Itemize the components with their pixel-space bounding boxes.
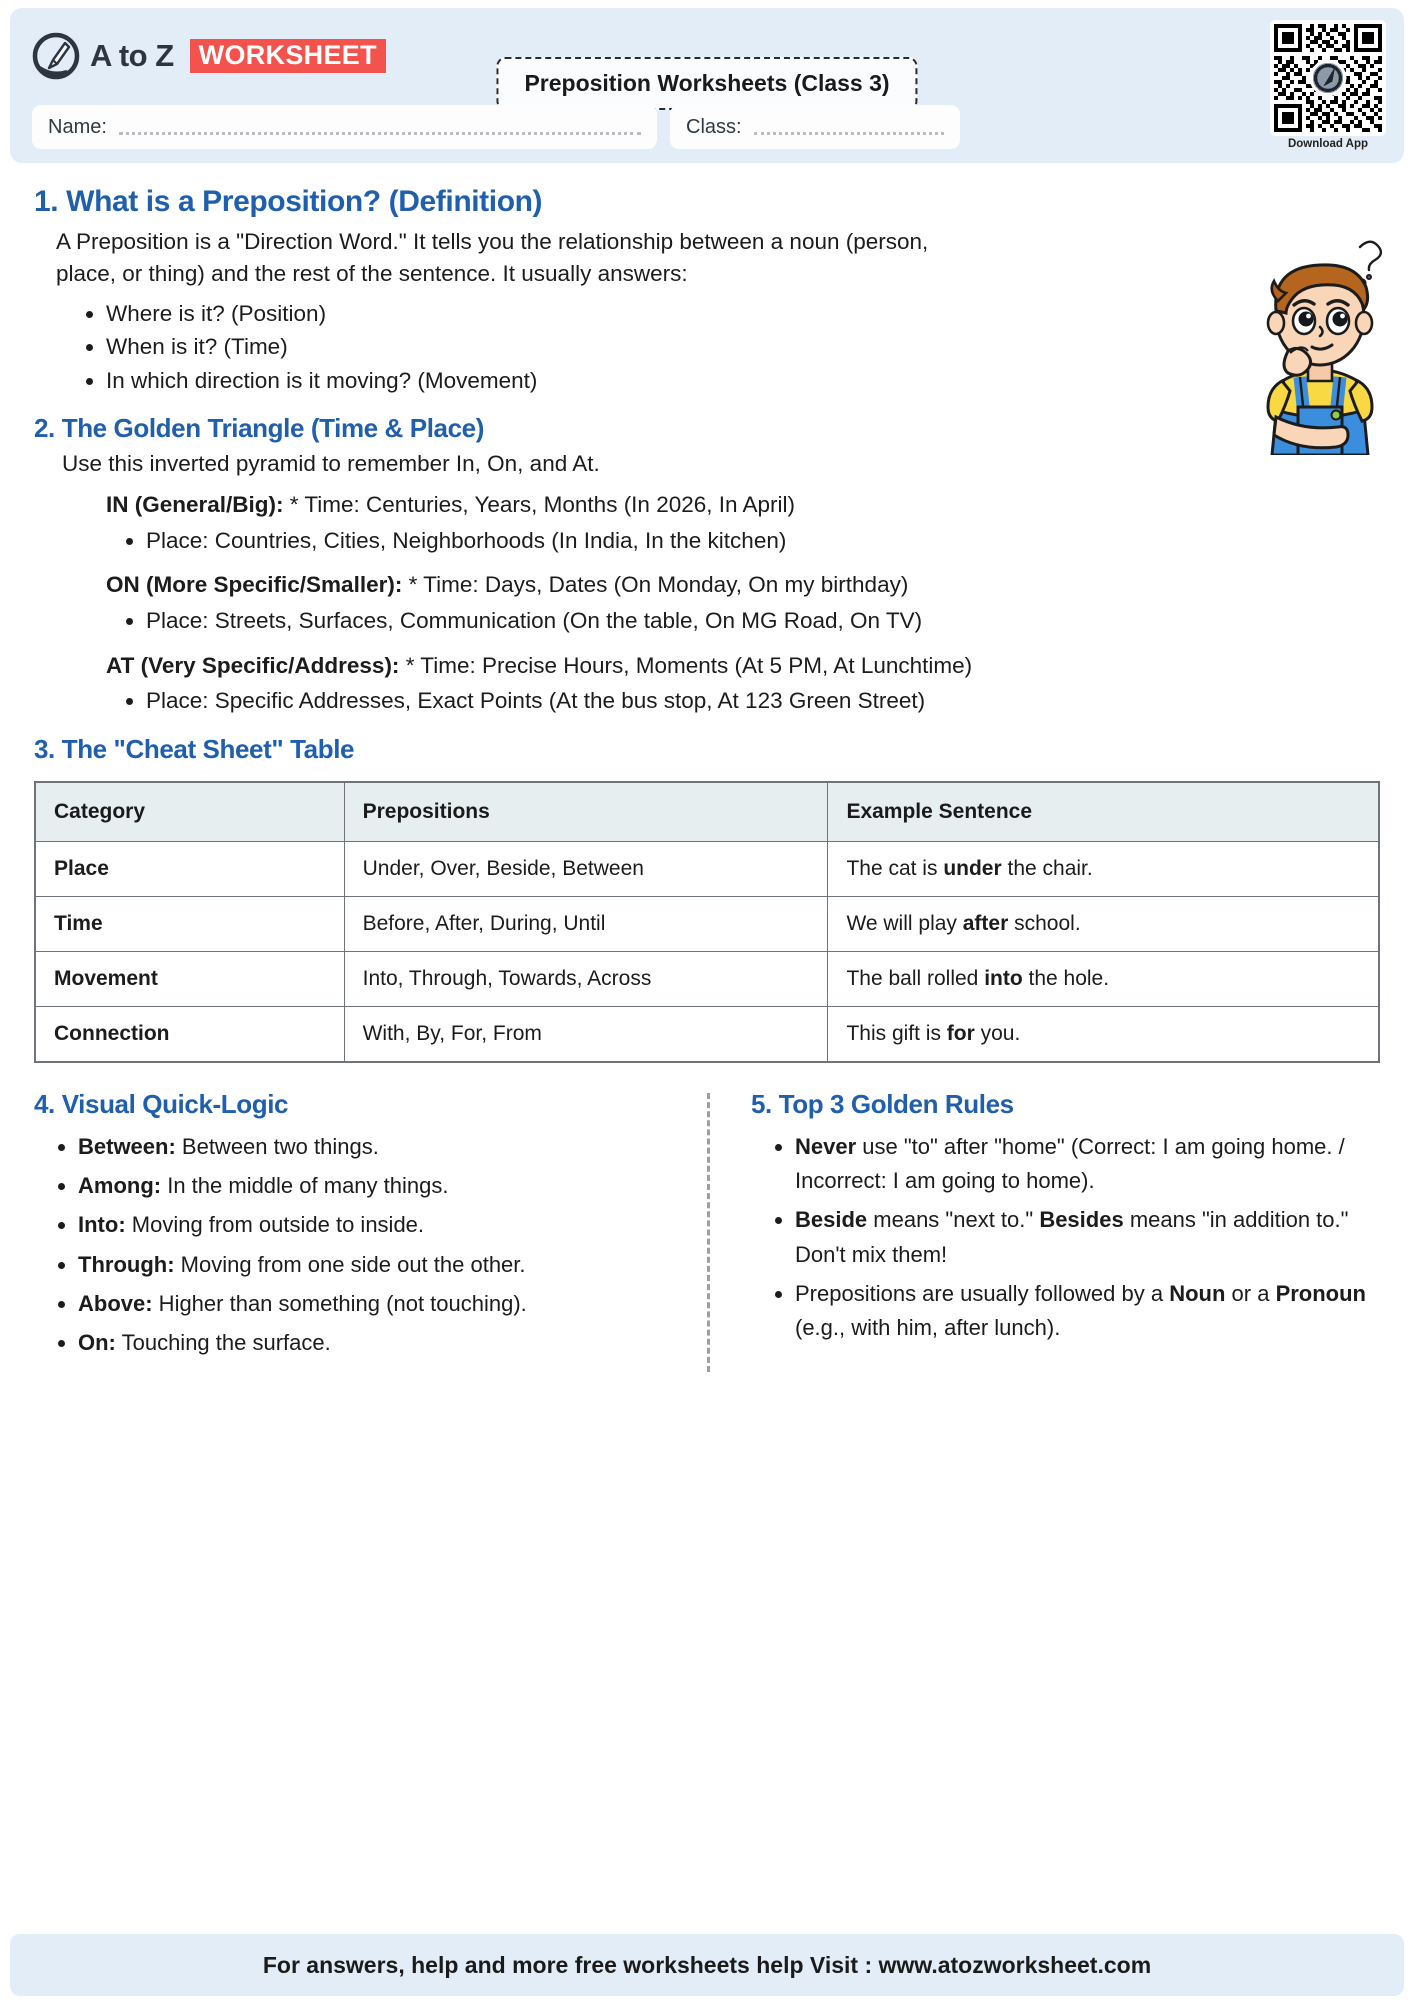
rule-bold-2: Pronoun [1275,1281,1366,1307]
list-item [78,1248,681,1282]
section-5-column [707,1089,1380,1366]
triangle-in-label: IN (General/Big): [106,492,284,518]
worksheet-content [0,163,1414,1366]
cell-example [828,951,1379,1006]
section-1-paragraph: A Preposition is a "Direction Word." It tells you the relationship between a noun (person, place, or thing) and the rest of the sentence. It usually answers: [56,229,929,286]
section-1-bullet-list [106,298,1380,397]
student-fields-row [32,105,1252,149]
example-bold: under [943,856,1002,880]
term: Through: [78,1251,175,1277]
cell-example [828,896,1379,951]
list-item [795,1203,1380,1272]
worksheet-header [10,8,1404,163]
rule-bold-2: Besides [1039,1207,1124,1233]
term-desc: In the middle of many things. [161,1173,449,1199]
term: On: [78,1330,116,1356]
list-item: • In which direction is it moving? (Movement) [106,365,1380,397]
logo-badge-worksheet: WORKSHEET [190,39,386,73]
name-field-line[interactable] [119,132,641,135]
list-item [795,1277,1380,1346]
rule-text-1: Prepositions are usually followed by a [795,1281,1170,1307]
example-bold: for [946,1021,975,1045]
triangle-in-line [106,489,1380,522]
rule-bold-1: Beside [795,1207,868,1233]
rule-bold-1: Never [795,1133,857,1159]
thinking-boy-illustration [1232,225,1408,455]
cell-example [828,841,1379,896]
qr-download-block[interactable] [1270,20,1386,150]
rule-text-2: means "in addition to." Don't mix them! [795,1207,1349,1267]
class-field-line[interactable] [754,132,944,135]
class-field-label: Class: [686,115,742,138]
table-header-row [35,782,1379,842]
cell-prepositions: Under, Over, Beside, Between [344,841,828,896]
brand-logo [32,32,386,80]
class-field[interactable] [670,105,960,149]
logo-text-atoz: A to Z [90,38,174,73]
rule-text-2: or a [1225,1281,1276,1307]
term-desc: Higher than something (not touching). [152,1291,527,1317]
pen-circle-logo-icon [32,32,80,80]
cell-category: Time [35,896,344,951]
footer-text: For answers, help and more free worksheets help Visit : www.atozworksheet.com [262,1951,1152,1978]
example-pre: The cat is [846,856,944,880]
column-header-prepositions: Prepositions [344,782,828,842]
list-item [78,1130,681,1164]
table-row [35,841,1379,896]
name-field-label: Name: [48,115,107,138]
list-item: • Place: Streets, Surfaces, Communication (On the table, On MG Road, On TV) [146,605,1380,638]
triangle-in-text: * Time: Centuries, Years, Months (In 2026, In April) [283,492,796,518]
cell-category: Place [35,841,344,896]
example-bold: into [984,966,1023,990]
example-pre: We will play [846,911,963,935]
name-field[interactable] [32,105,657,149]
cell-example [828,1006,1379,1062]
qr-code-icon[interactable] [1270,20,1386,136]
triangle-at-sub-list [146,685,1380,718]
section-1-heading: 1. What is a Preposition? (Definition) [34,185,543,218]
example-post: you. [974,1021,1021,1045]
term-desc: Between two things. [175,1133,379,1159]
column-header-category: Category [35,782,344,842]
golden-triangle-group-at [34,650,1380,718]
cell-prepositions: With, By, For, From [344,1006,828,1062]
table-row [35,896,1379,951]
list-item: • Place: Specific Addresses, Exact Points (At the bus stop, At 123 Green Street) [146,685,1380,718]
example-bold: after [962,911,1009,935]
list-item: • When is it? (Time) [106,331,1380,363]
worksheet-page [0,8,1414,2000]
list-item [78,1326,681,1360]
column-divider [707,1093,710,1372]
rule-text-3: (e.g., with him, after lunch). [795,1315,1061,1341]
bottom-two-column-area [34,1089,1380,1366]
triangle-at-text: * Time: Precise Hours, Moments (At 5 PM, At Lunchtime) [399,652,973,678]
section-5-heading: 5. Top 3 Golden Rules [751,1088,1014,1119]
list-item [795,1130,1380,1199]
list-item: • Place: Countries, Cities, Neighborhoods (In India, In the kitchen) [146,525,1380,558]
triangle-at-label: AT (Very Specific/Address): [106,652,400,678]
rule-text-1: means "next to." [867,1207,1040,1233]
term: Above: [78,1291,153,1317]
column-header-example: Example Sentence [828,782,1379,842]
cell-prepositions: Into, Through, Towards, Across [344,951,828,1006]
list-item: • Where is it? (Position) [106,298,1380,330]
cheat-sheet-table [34,781,1380,1063]
worksheet-footer [10,1934,1404,1996]
term-desc: Touching the surface. [115,1330,331,1356]
triangle-on-line [106,569,1380,602]
section-4-column [34,1089,707,1366]
golden-triangle-group-on [34,569,1380,637]
example-post: school. [1008,911,1081,935]
worksheet-title: Preposition Worksheets (Class 3) [496,57,917,110]
example-post: the hole. [1022,966,1110,990]
cell-category: Movement [35,951,344,1006]
rule-text-1: use "to" after "home" (Correct: I am going home. / Incorrect: I am going to home). [795,1133,1345,1194]
section-3-heading: 3. The "Cheat Sheet" Table [34,733,355,764]
example-post: the chair. [1001,856,1093,880]
triangle-on-label: ON (More Specific/Smaller): [106,572,403,598]
golden-triangle-group-in [34,489,1380,557]
example-pre: The ball rolled [846,966,985,990]
triangle-on-text: * Time: Days, Dates (On Monday, On my birthday) [402,572,909,598]
list-item [78,1208,681,1242]
cell-prepositions: Before, After, During, Until [344,896,828,951]
term: Among: [78,1173,162,1199]
table-row [35,1006,1379,1062]
triangle-on-sub-list [146,605,1380,638]
term-desc: Moving from one side out the other. [174,1251,526,1277]
section-4-heading: 4. Visual Quick-Logic [34,1088,289,1119]
rule-bold-1: Noun [1169,1281,1226,1307]
golden-rules-list [795,1130,1380,1346]
section-2-intro: Use this inverted pyramid to remember In, On, and At. [62,451,600,477]
term: Into: [78,1212,126,1238]
example-pre: This gift is [846,1021,947,1045]
qr-caption: Download App [1287,138,1369,150]
triangle-in-sub-list [146,525,1380,558]
triangle-at-line [106,650,1380,683]
section-2-heading: 2. The Golden Triangle (Time & Place) [34,413,484,444]
list-item [78,1287,681,1321]
term: Between: [78,1133,176,1159]
term-desc: Moving from outside to inside. [125,1212,425,1238]
cell-category: Connection [35,1006,344,1062]
table-row [35,951,1379,1006]
quick-logic-list [78,1130,681,1361]
list-item [78,1169,681,1203]
